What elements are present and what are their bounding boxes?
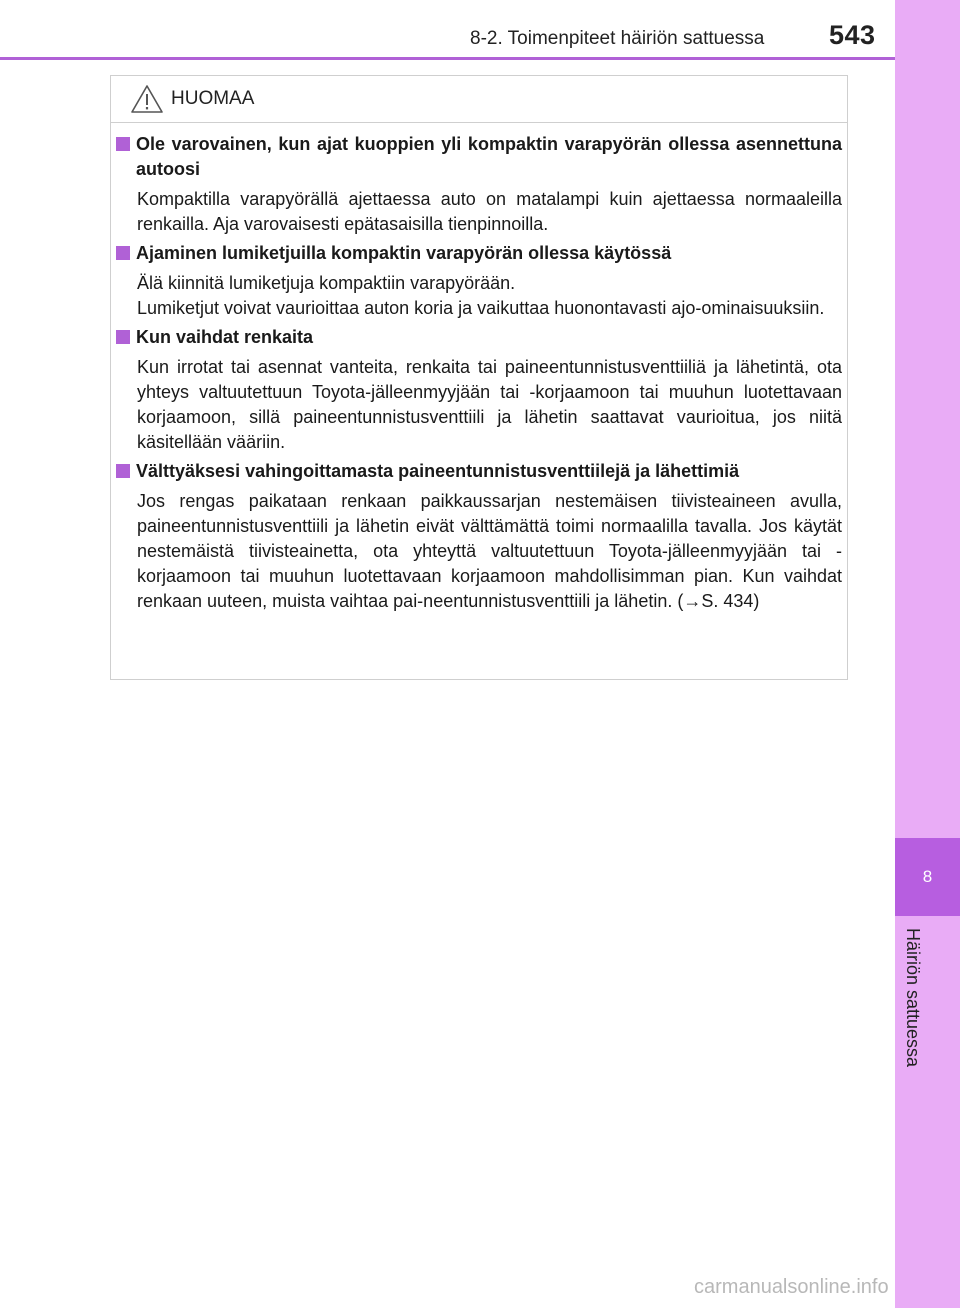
section-title: 8-2. Toimenpiteet häiriön sattuessa — [470, 28, 765, 49]
notice-item — [116, 459, 842, 614]
warning-triangle-icon — [130, 84, 164, 114]
page-number: 543 — [829, 20, 876, 50]
item-heading — [116, 132, 842, 182]
chapter-side-tab — [895, 0, 960, 1308]
square-bullet-icon — [116, 464, 130, 478]
notice-title: HUOMAA — [171, 88, 255, 109]
watermark: carmanualsonline.info — [694, 1276, 889, 1298]
item-heading-text: Ole varovainen, kun ajat kuoppien yli kompaktin varapyörän ollessa asennettuna autoosi — [136, 134, 842, 179]
item-heading — [116, 325, 842, 350]
item-paragraph: Lumiketjut voivat vaurioittaa auton koria ja vaikuttaa huonontavasti ajo-ominaisuuksiin. — [137, 298, 825, 318]
item-body — [116, 271, 842, 321]
item-paragraph: Älä kiinnitä lumiketjuja kompaktiin varapyörään. — [137, 273, 516, 293]
item-heading-text: Ajaminen lumiketjuilla kompaktin varapyörän ollessa käytössä — [136, 243, 672, 263]
item-body — [116, 187, 842, 237]
item-heading — [116, 241, 842, 266]
item-paragraph: Jos rengas paikataan renkaan paikkaussarjan nestemäisen tiivisteaineen avulla, paineentunnistusventtiili ja lähetin eivät välttämättä toimi normaalilla tavalla. Jos käytät nestemäistä tiivisteainetta, ota yhteyttä valtuutettuun Toyota-jälleenmyyjään tai -korjaamoon tai muuhun luotettavaan korjaamoon mahdollisimman pian. Kun vaihdat renkaan uuteen, muista vaihtaa pai-neentunnistusventtiili ja lähetin. (→S. 434) — [137, 491, 842, 611]
chapter-number: 8 — [895, 838, 960, 916]
item-paragraph: Kun irrotat tai asennat vanteita, renkaita tai paineentunnistusventtiiliä ja lähetintä, ota yhteys valtuutettuun Toyota-jälleenmyyjään tai -korjaamoon tai muuhun luotettavaan korjaamoon, sillä paineentunnistusventtiili ja lähetin saattavat vaurioitua, jos niitä käsitellään vääriin. — [137, 357, 842, 452]
square-bullet-icon — [116, 137, 130, 151]
notice-content — [116, 132, 842, 618]
notice-item — [116, 325, 842, 455]
notice-item — [116, 241, 842, 321]
chapter-label: Häiriön sattuessa — [903, 928, 923, 1068]
notice-item — [116, 132, 842, 237]
item-heading — [116, 459, 842, 484]
item-paragraph: Kompaktilla varapyörällä ajettaessa auto on matalampi kuin ajettaessa normaaleilla renkailla. Aja varovaisesti epätasaisilla tienpinnoilla. — [137, 189, 842, 234]
item-body — [116, 355, 842, 455]
square-bullet-icon — [116, 330, 130, 344]
item-heading-text: Välttyäksesi vahingoittamasta paineentunnistusventtiilejä ja lähettimiä — [136, 461, 740, 481]
item-body — [116, 489, 842, 614]
notice-header — [111, 76, 847, 123]
item-heading-text: Kun vaihdat renkaita — [136, 327, 314, 347]
square-bullet-icon — [116, 246, 130, 260]
header-divider — [0, 57, 895, 60]
notice-box — [110, 75, 848, 680]
